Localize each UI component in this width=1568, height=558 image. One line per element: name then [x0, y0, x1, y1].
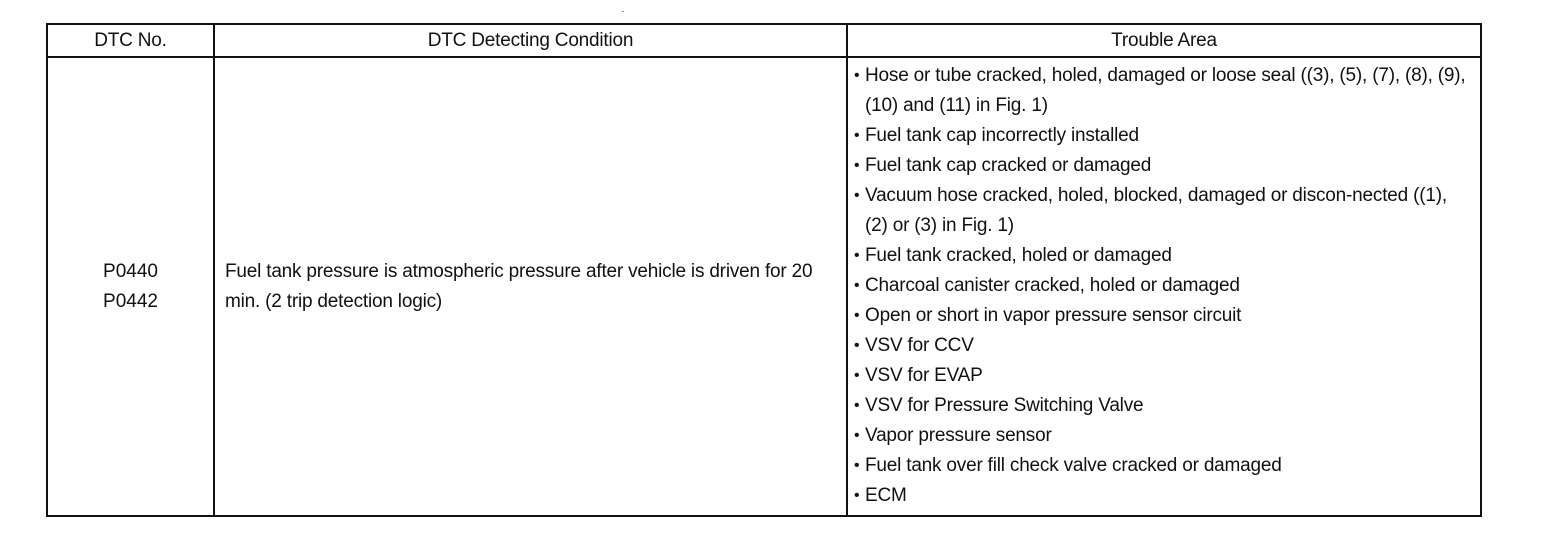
bullet-icon: •: [854, 187, 860, 204]
header-trouble-area: Trouble Area: [847, 24, 1481, 57]
bullet-icon: •: [854, 457, 860, 474]
trouble-area-text: Fuel tank cap cracked or damaged: [865, 155, 1152, 176]
bullet-icon: •: [854, 337, 860, 354]
trouble-area-text: Vacuum hose cracked, holed, blocked, damaged or discon-nected ((1), (2) or (3) in Fig. 1): [865, 185, 1447, 236]
bullet-icon: •: [854, 127, 860, 144]
list-item: [854, 391, 1472, 421]
bullet-icon: •: [854, 397, 860, 414]
bullet-icon: •: [854, 67, 860, 84]
list-item: [854, 331, 1472, 361]
trouble-area-text: Vapor pressure sensor: [865, 425, 1052, 446]
trouble-area-text: VSV for EVAP: [865, 365, 983, 386]
bullet-icon: •: [854, 307, 860, 324]
trouble-area-list: [854, 61, 1472, 511]
list-item: [854, 61, 1472, 121]
list-item: [854, 151, 1472, 181]
table-body: [47, 57, 1481, 516]
detecting-condition-cell: Fuel tank pressure is atmospheric pressure after vehicle is driven for 20 min. (2 trip detection logic): [214, 57, 847, 516]
trouble-area-text: VSV for Pressure Switching Valve: [865, 395, 1144, 416]
trouble-area-text: VSV for CCV: [865, 335, 974, 356]
trouble-area-text: Fuel tank over fill check valve cracked or damaged: [865, 455, 1282, 476]
bullet-icon: •: [854, 367, 860, 384]
list-item: [854, 181, 1472, 241]
list-item: [854, 421, 1472, 451]
dtc-table: [46, 23, 1482, 517]
bullet-icon: •: [854, 487, 860, 504]
header-dtc-no: DTC No.: [47, 24, 214, 57]
trouble-area-text: Fuel tank cracked, holed or damaged: [865, 245, 1172, 266]
dtc-code: P0440: [103, 260, 158, 282]
list-item: [854, 361, 1472, 391]
trouble-area-text: Fuel tank cap incorrectly installed: [865, 125, 1139, 146]
trouble-area-text: ECM: [865, 485, 907, 506]
list-item: [854, 241, 1472, 271]
trouble-area-text: Hose or tube cracked, holed, damaged or loose seal ((3), (5), (7), (8), (9), (10) and (11) in Fig. 1): [865, 65, 1466, 116]
bullet-icon: •: [854, 277, 860, 294]
list-item: [854, 481, 1472, 511]
header-row: [47, 24, 1481, 57]
list-item: [854, 271, 1472, 301]
table-row: [47, 57, 1481, 516]
list-item: [854, 121, 1472, 151]
trouble-area-text: Open or short in vapor pressure sensor circuit: [865, 305, 1242, 326]
list-item: [854, 451, 1472, 481]
scan-speck: [622, 11, 624, 12]
table-header: [47, 24, 1481, 57]
trouble-area-cell: [847, 57, 1481, 516]
bullet-icon: •: [854, 427, 860, 444]
list-item: [854, 301, 1472, 331]
dtc-code: P0442: [103, 290, 158, 312]
bullet-icon: •: [854, 247, 860, 264]
dtc-codes-cell: [47, 57, 214, 516]
header-detecting-condition: DTC Detecting Condition: [214, 24, 847, 57]
trouble-area-text: Charcoal canister cracked, holed or damaged: [865, 275, 1240, 296]
bullet-icon: •: [854, 157, 860, 174]
